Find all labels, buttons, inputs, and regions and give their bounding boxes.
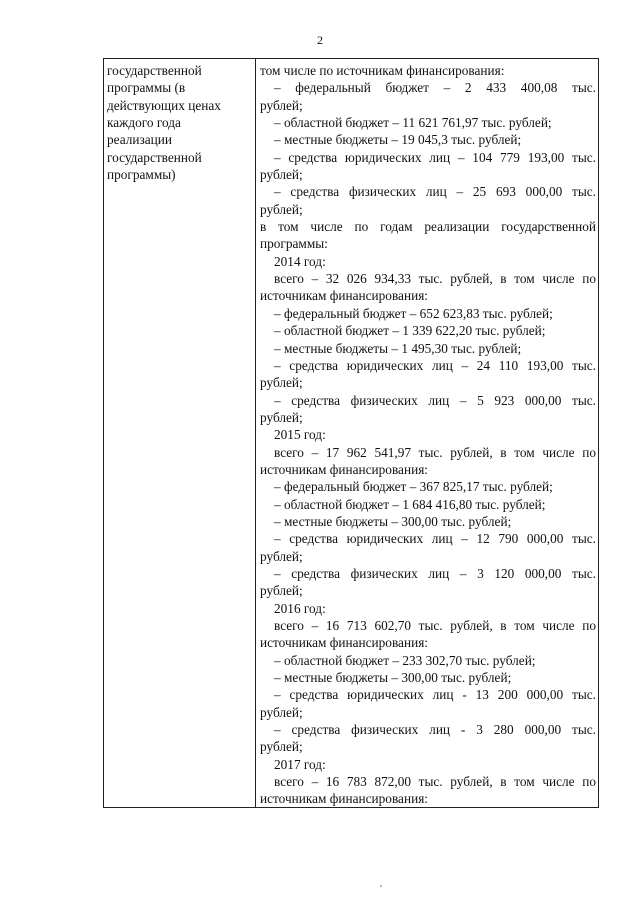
left-cell-line: программы)	[107, 167, 176, 183]
right-cell-line: – федеральный бюджет – 2 433 400,08 тыс.	[274, 80, 596, 96]
right-cell-line: источникам финансирования:	[260, 635, 429, 651]
right-cell-line: – средства физических лиц - 3 280 000,00 тыс.	[274, 722, 596, 738]
right-cell-line: – средства юридических лиц – 104 779 193,00 тыс.	[274, 149, 596, 165]
table-left-cell	[104, 59, 256, 807]
right-cell-line: – местные бюджеты – 300,00 тыс. рублей;	[274, 513, 512, 529]
right-cell-line: – средства физических лиц – 25 693 000,00 тыс.	[274, 184, 596, 200]
right-cell-line: источникам финансирования:	[260, 791, 429, 807]
left-cell-line: государственной	[107, 63, 202, 78]
right-cell-line: всего – 17 962 541,97 тыс. рублей, в том числе по	[274, 444, 596, 460]
right-cell-line: рублей;	[260, 201, 303, 217]
right-cell-line: – федеральный бюджет – 652 623,83 тыс. рублей;	[274, 305, 553, 321]
left-cell-line: программы (в	[107, 80, 186, 96]
right-cell-line: рублей;	[260, 583, 303, 599]
right-cell-line: рублей;	[260, 704, 303, 720]
left-cell-line: государственной	[107, 149, 202, 165]
right-cell-line: – средства физических лиц – 3 120 000,00 тыс.	[274, 565, 596, 581]
right-cell-line: 2014 год:	[274, 253, 326, 269]
right-cell-line: всего – 16 783 872,00 тыс. рублей, в том числе по	[274, 774, 596, 790]
right-cell-line: – средства юридических лиц - 13 200 000,00 тыс.	[274, 687, 596, 703]
right-cell-line: 2017 год:	[274, 756, 326, 772]
right-cell-line: рублей;	[260, 409, 303, 425]
right-cell-line: источникам финансирования:	[260, 288, 429, 304]
right-cell-line: – средства юридических лиц – 12 790 000,00 тыс.	[274, 531, 596, 547]
scan-dot	[380, 885, 382, 887]
page-number: 2	[317, 33, 323, 47]
right-cell-line: том числе по источникам финансирования:	[260, 63, 505, 78]
right-cell-line: рублей;	[260, 167, 303, 183]
right-cell-line: – областной бюджет – 1 684 416,80 тыс. рублей;	[274, 496, 546, 512]
right-cell-line: – местные бюджеты – 300,00 тыс. рублей;	[274, 670, 512, 686]
left-cell-line: каждого года	[107, 115, 181, 131]
right-cell-line: – областной бюджет – 233 302,70 тыс. рублей;	[274, 652, 536, 668]
right-cell-line: – местные бюджеты – 19 045,3 тыс. рублей;	[274, 132, 522, 148]
right-cell-line: – федеральный бюджет – 367 825,17 тыс. рублей;	[274, 479, 553, 495]
right-cell-line: – местные бюджеты – 1 495,30 тыс. рублей;	[274, 340, 522, 356]
right-cell-line: 2015 год:	[274, 427, 326, 443]
right-cell-line: рублей;	[260, 739, 303, 755]
right-cell-line: всего – 32 026 934,33 тыс. рублей, в том числе по	[274, 271, 596, 287]
left-cell-line: действующих ценах	[107, 97, 221, 113]
left-cell-line: реализации	[107, 132, 172, 148]
right-cell-line: – областной бюджет – 1 339 622,20 тыс. рублей;	[274, 323, 546, 339]
right-cell-line: рублей;	[260, 548, 303, 564]
right-cell-line: источникам финансирования:	[260, 461, 429, 477]
right-cell-line: – средства физических лиц – 5 923 000,00 тыс.	[274, 392, 596, 408]
right-cell-line: – областной бюджет – 11 621 761,97 тыс. рублей;	[274, 115, 552, 131]
right-cell-line: 2016 год:	[274, 600, 326, 616]
right-cell-line: программы:	[260, 236, 328, 252]
financing-table	[103, 58, 599, 808]
table-right-cell	[256, 59, 598, 807]
right-cell-line: рублей;	[260, 375, 303, 391]
right-cell-line: в том числе по годам реализации государственной	[260, 219, 596, 235]
right-cell-line: – средства юридических лиц – 24 110 193,00 тыс.	[274, 357, 596, 373]
right-cell-line: всего – 16 713 602,70 тыс. рублей, в том числе по	[274, 618, 596, 633]
right-cell-line: рублей;	[260, 97, 303, 113]
